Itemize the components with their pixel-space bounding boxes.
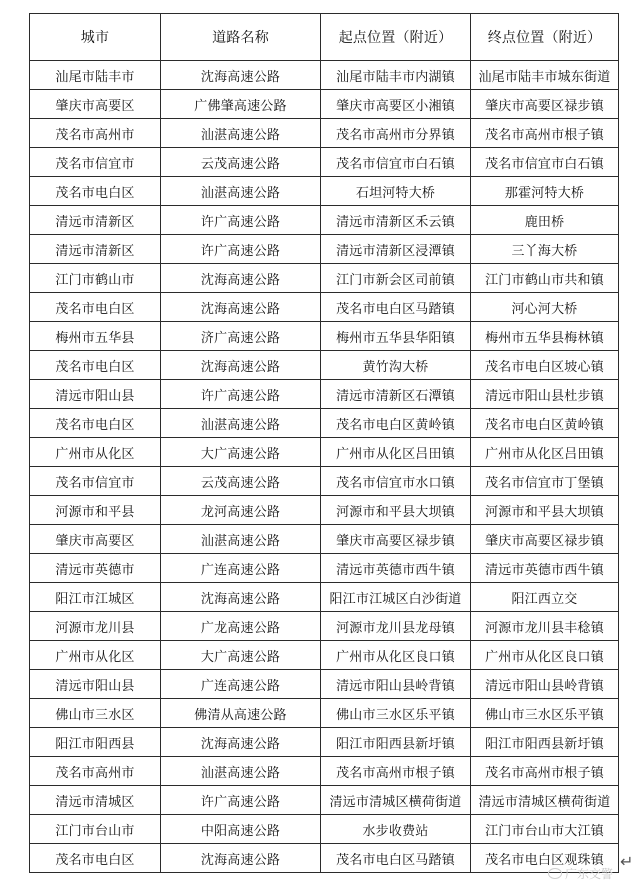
cell-city: 清远市阳山县 xyxy=(30,670,161,699)
cell-road-name: 汕湛高速公路 xyxy=(161,409,321,438)
cell-end-location: 茂名市信宜市丁堡镇 xyxy=(471,467,619,496)
cell-city: 汕尾市陆丰市 xyxy=(30,61,161,90)
table-row xyxy=(30,786,619,815)
table-row xyxy=(30,409,619,438)
header-end-location: 终点位置（附近） xyxy=(471,14,619,61)
cell-end-location: 广州市从化区良口镇 xyxy=(471,641,619,670)
paragraph-mark: ↵ xyxy=(620,852,634,871)
cell-city: 肇庆市高要区 xyxy=(30,90,161,119)
cell-end-location: 肇庆市高要区禄步镇 xyxy=(471,90,619,119)
cell-end-location: 肇庆市高要区禄步镇 xyxy=(471,525,619,554)
cell-city: 肇庆市高要区 xyxy=(30,525,161,554)
cell-road-name: 中阳高速公路 xyxy=(161,815,321,844)
cell-city: 茂名市信宜市 xyxy=(30,467,161,496)
cell-start-location: 佛山市三水区乐平镇 xyxy=(321,699,471,728)
cell-start-location: 石坦河特大桥 xyxy=(321,177,471,206)
road-table xyxy=(29,13,619,873)
table-row xyxy=(30,293,619,322)
table-row xyxy=(30,351,619,380)
cell-end-location: 阳江西立交 xyxy=(471,583,619,612)
cell-road-name: 汕湛高速公路 xyxy=(161,757,321,786)
cell-city: 江门市台山市 xyxy=(30,815,161,844)
cell-end-location: 广州市从化区吕田镇 xyxy=(471,438,619,467)
cell-road-name: 广佛肇高速公路 xyxy=(161,90,321,119)
cell-start-location: 阳江市江城区白沙街道 xyxy=(321,583,471,612)
cell-road-name: 汕湛高速公路 xyxy=(161,177,321,206)
cell-end-location: 阳江市阳西县新圩镇 xyxy=(471,728,619,757)
cell-city: 广州市从化区 xyxy=(30,438,161,467)
cell-city: 茂名市信宜市 xyxy=(30,148,161,177)
table-row xyxy=(30,641,619,670)
cell-road-name: 大广高速公路 xyxy=(161,438,321,467)
cell-city: 江门市鹤山市 xyxy=(30,264,161,293)
cell-road-name: 许广高速公路 xyxy=(161,786,321,815)
cell-end-location: 茂名市高州市根子镇 xyxy=(471,119,619,148)
table-row xyxy=(30,235,619,264)
cell-end-location: 清远市阳山县岭背镇 xyxy=(471,670,619,699)
cell-end-location: 河心河大桥 xyxy=(471,293,619,322)
cell-city: 佛山市三水区 xyxy=(30,699,161,728)
cell-road-name: 广连高速公路 xyxy=(161,670,321,699)
cell-start-location: 茂名市信宜市白石镇 xyxy=(321,148,471,177)
cell-start-location: 茂名市高州市分界镇 xyxy=(321,119,471,148)
cell-start-location: 清远市英德市西牛镇 xyxy=(321,554,471,583)
cell-road-name: 许广高速公路 xyxy=(161,206,321,235)
cell-road-name: 佛清从高速公路 xyxy=(161,699,321,728)
cell-city: 河源市和平县 xyxy=(30,496,161,525)
cell-start-location: 清远市清新区浸潭镇 xyxy=(321,235,471,264)
cell-end-location: 那霍河特大桥 xyxy=(471,177,619,206)
table-row xyxy=(30,264,619,293)
table-row xyxy=(30,119,619,148)
cell-start-location: 肇庆市高要区小湘镇 xyxy=(321,90,471,119)
cell-end-location: 茂名市电白区观珠镇 xyxy=(471,844,619,873)
cell-end-location: 三丫海大桥 xyxy=(471,235,619,264)
cell-start-location: 广州市从化区良口镇 xyxy=(321,641,471,670)
cell-road-name: 大广高速公路 xyxy=(161,641,321,670)
cell-road-name: 汕湛高速公路 xyxy=(161,525,321,554)
cell-city: 梅州市五华县 xyxy=(30,322,161,351)
cell-road-name: 汕湛高速公路 xyxy=(161,119,321,148)
table-row xyxy=(30,583,619,612)
header-row xyxy=(30,14,619,61)
cell-start-location: 广州市从化区吕田镇 xyxy=(321,438,471,467)
watermark xyxy=(548,865,613,882)
cell-start-location: 茂名市电白区马踏镇 xyxy=(321,844,471,873)
cell-start-location: 茂名市电白区黄岭镇 xyxy=(321,409,471,438)
table-row xyxy=(30,322,619,351)
cell-start-location: 茂名市高州市根子镇 xyxy=(321,757,471,786)
cell-city: 茂名市电白区 xyxy=(30,409,161,438)
table-row xyxy=(30,554,619,583)
cell-end-location: 茂名市电白区黄岭镇 xyxy=(471,409,619,438)
cell-end-location: 茂名市高州市根子镇 xyxy=(471,757,619,786)
table-row xyxy=(30,177,619,206)
cell-start-location: 河源市龙川县龙母镇 xyxy=(321,612,471,641)
cell-start-location: 梅州市五华县华阳镇 xyxy=(321,322,471,351)
cell-road-name: 沈海高速公路 xyxy=(161,264,321,293)
cell-city: 茂名市电白区 xyxy=(30,177,161,206)
cell-end-location: 梅州市五华县梅林镇 xyxy=(471,322,619,351)
table-row xyxy=(30,757,619,786)
table-row xyxy=(30,438,619,467)
cell-road-name: 许广高速公路 xyxy=(161,380,321,409)
cell-start-location: 清远市阳山县岭背镇 xyxy=(321,670,471,699)
cell-city: 清远市清新区 xyxy=(30,235,161,264)
header-road-name: 道路名称 xyxy=(161,14,321,61)
cell-road-name: 广连高速公路 xyxy=(161,554,321,583)
cell-road-name: 沈海高速公路 xyxy=(161,351,321,380)
table-row xyxy=(30,380,619,409)
cell-road-name: 广龙高速公路 xyxy=(161,612,321,641)
cell-start-location: 茂名市电白区马踏镇 xyxy=(321,293,471,322)
cell-road-name: 沈海高速公路 xyxy=(161,293,321,322)
cell-city: 清远市英德市 xyxy=(30,554,161,583)
cell-city: 清远市清城区 xyxy=(30,786,161,815)
cell-road-name: 沈海高速公路 xyxy=(161,728,321,757)
cell-city: 茂名市电白区 xyxy=(30,293,161,322)
cell-end-location: 清远市清城区横荷街道 xyxy=(471,786,619,815)
cell-end-location: 清远市阳山县杜步镇 xyxy=(471,380,619,409)
cell-start-location: 河源市和平县大坝镇 xyxy=(321,496,471,525)
cell-start-location: 汕尾市陆丰市内湖镇 xyxy=(321,61,471,90)
cell-road-name: 济广高速公路 xyxy=(161,322,321,351)
cell-end-location: 汕尾市陆丰市城东街道 xyxy=(471,61,619,90)
cell-start-location: 江门市新会区司前镇 xyxy=(321,264,471,293)
cell-end-location: 江门市鹤山市共和镇 xyxy=(471,264,619,293)
cell-end-location: 清远市英德市西牛镇 xyxy=(471,554,619,583)
cell-city: 阳江市阳西县 xyxy=(30,728,161,757)
cell-end-location: 河源市龙川县丰稔镇 xyxy=(471,612,619,641)
table-row xyxy=(30,525,619,554)
cell-city: 茂名市电白区 xyxy=(30,351,161,380)
table-row xyxy=(30,699,619,728)
cell-end-location: 茂名市信宜市白石镇 xyxy=(471,148,619,177)
table-row xyxy=(30,612,619,641)
cell-road-name: 云茂高速公路 xyxy=(161,148,321,177)
table-row xyxy=(30,148,619,177)
table-body xyxy=(30,61,619,873)
cell-start-location: 水步收费站 xyxy=(321,815,471,844)
cell-road-name: 沈海高速公路 xyxy=(161,844,321,873)
cell-start-location: 清远市清新区石潭镇 xyxy=(321,380,471,409)
cell-city: 清远市清新区 xyxy=(30,206,161,235)
table-row xyxy=(30,61,619,90)
cell-start-location: 清远市清新区禾云镇 xyxy=(321,206,471,235)
header-start-location: 起点位置（附近） xyxy=(321,14,471,61)
table-row xyxy=(30,670,619,699)
table-row xyxy=(30,467,619,496)
header-city: 城市 xyxy=(30,14,161,61)
cell-road-name: 许广高速公路 xyxy=(161,235,321,264)
cell-city: 茂名市高州市 xyxy=(30,757,161,786)
cell-city: 茂名市电白区 xyxy=(30,844,161,873)
table-row xyxy=(30,90,619,119)
cell-road-name: 沈海高速公路 xyxy=(161,61,321,90)
cell-end-location: 河源市和平县大坝镇 xyxy=(471,496,619,525)
table-header xyxy=(30,14,619,61)
table-row xyxy=(30,206,619,235)
cell-start-location: 茂名市信宜市水口镇 xyxy=(321,467,471,496)
cell-city: 阳江市江城区 xyxy=(30,583,161,612)
cell-end-location: 江门市台山市大江镇 xyxy=(471,815,619,844)
cell-start-location: 清远市清城区横荷街道 xyxy=(321,786,471,815)
cell-city: 广州市从化区 xyxy=(30,641,161,670)
table-row xyxy=(30,844,619,873)
cell-city: 茂名市高州市 xyxy=(30,119,161,148)
cell-city: 河源市龙川县 xyxy=(30,612,161,641)
cell-end-location: 鹿田桥 xyxy=(471,206,619,235)
cell-start-location: 肇庆市高要区禄步镇 xyxy=(321,525,471,554)
cell-city: 清远市阳山县 xyxy=(30,380,161,409)
cell-road-name: 沈海高速公路 xyxy=(161,583,321,612)
cell-start-location: 黄竹沟大桥 xyxy=(321,351,471,380)
table-row xyxy=(30,728,619,757)
weibo-icon xyxy=(548,868,562,879)
cell-start-location: 阳江市阳西县新圩镇 xyxy=(321,728,471,757)
cell-end-location: 茂名市电白区坡心镇 xyxy=(471,351,619,380)
cell-road-name: 龙河高速公路 xyxy=(161,496,321,525)
watermark-text: 广东交警 xyxy=(565,867,614,881)
cell-road-name: 云茂高速公路 xyxy=(161,467,321,496)
table-row xyxy=(30,815,619,844)
cell-end-location: 佛山市三水区乐平镇 xyxy=(471,699,619,728)
table-row xyxy=(30,496,619,525)
